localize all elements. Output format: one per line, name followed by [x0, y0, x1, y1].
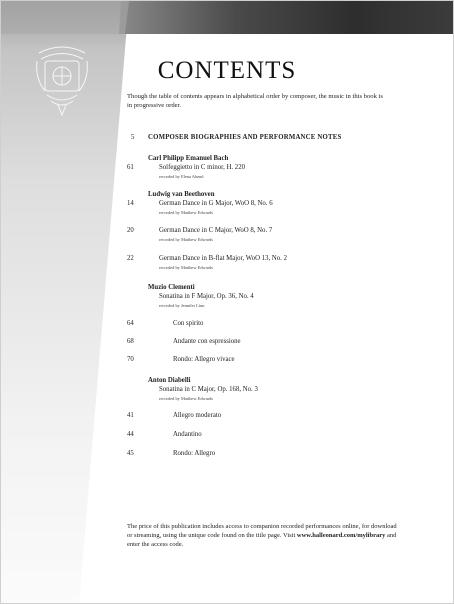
footer-text-end: and enter the access code.	[127, 532, 397, 548]
toc-page-number: 61	[127, 164, 134, 171]
composer-name: Muzio Clementi	[148, 284, 195, 291]
composer-name: Ludwig van Beethoven	[148, 191, 215, 198]
piece-title: German Dance in C Major, WoO 8, No. 7	[159, 227, 273, 234]
recording-credit: recorded by Matthew Edwards	[159, 210, 214, 215]
movement-title: Rondo: Allegro	[173, 450, 216, 457]
composer-name: Carl Philipp Emanuel Bach	[148, 155, 229, 162]
toc-page-number: 41	[127, 412, 134, 419]
recording-credit: recorded by Matthew Edwards	[159, 237, 214, 242]
biographies-heading: COMPOSER BIOGRAPHIES AND PERFORMANCE NOTES	[148, 134, 342, 141]
page-title: CONTENTS	[157, 57, 297, 84]
piece-title: Sonatina in C Major, Op. 168, No. 3	[159, 386, 258, 393]
movement-title: Allegro moderato	[173, 412, 222, 419]
mylibrary-link[interactable]: www.halleonard.com/mylibrary	[296, 532, 386, 539]
movement-title: Rondo: Allegro vivace	[173, 356, 235, 363]
toc-page-number: 70	[127, 356, 134, 363]
intro-text: Though the table of contents appears in alphabetical order by composer, the music in this book is in progressive order.	[127, 93, 383, 109]
footer-note	[127, 522, 397, 549]
recording-credit: recorded by Elena Abend	[159, 174, 204, 179]
toc-page-number: 20	[127, 227, 134, 234]
recording-credit: recorded by Matthew Edwards	[159, 396, 214, 401]
movement-title: Con spirito	[173, 320, 204, 327]
toc-page-number: 44	[127, 431, 134, 438]
toc-page-number: 45	[127, 450, 134, 457]
toc-page-number: 5	[131, 134, 135, 141]
piece-title: German Dance in G Major, WoO 8, No. 6	[159, 200, 273, 207]
recording-credit: recorded by Matthew Edwards	[159, 265, 214, 270]
composer-name: Anton Diabelli	[148, 377, 191, 384]
footer-text: The price of this publication includes access to companion recorded performances online, for download or streaming, using the unique code found on the title page. Visit	[127, 523, 397, 539]
toc-page-number: 14	[127, 200, 134, 207]
piece-title: Solfeggietto in C minor, H. 220	[159, 164, 246, 171]
toc-page-number: 22	[127, 255, 134, 262]
piece-title: German Dance in B-flat Major, WoO 13, No. 2	[159, 255, 287, 262]
recording-credit: recorded by Jennifer Linn	[159, 303, 205, 308]
toc-page-number: 64	[127, 320, 134, 327]
piece-title: Sonatina in F Major, Op. 36, No. 4	[159, 293, 254, 300]
toc-page-number: 68	[127, 338, 134, 345]
movement-title: Andante con espressione	[173, 338, 241, 345]
movement-title: Andantino	[173, 431, 202, 438]
publisher-crest-emblem	[31, 39, 93, 117]
